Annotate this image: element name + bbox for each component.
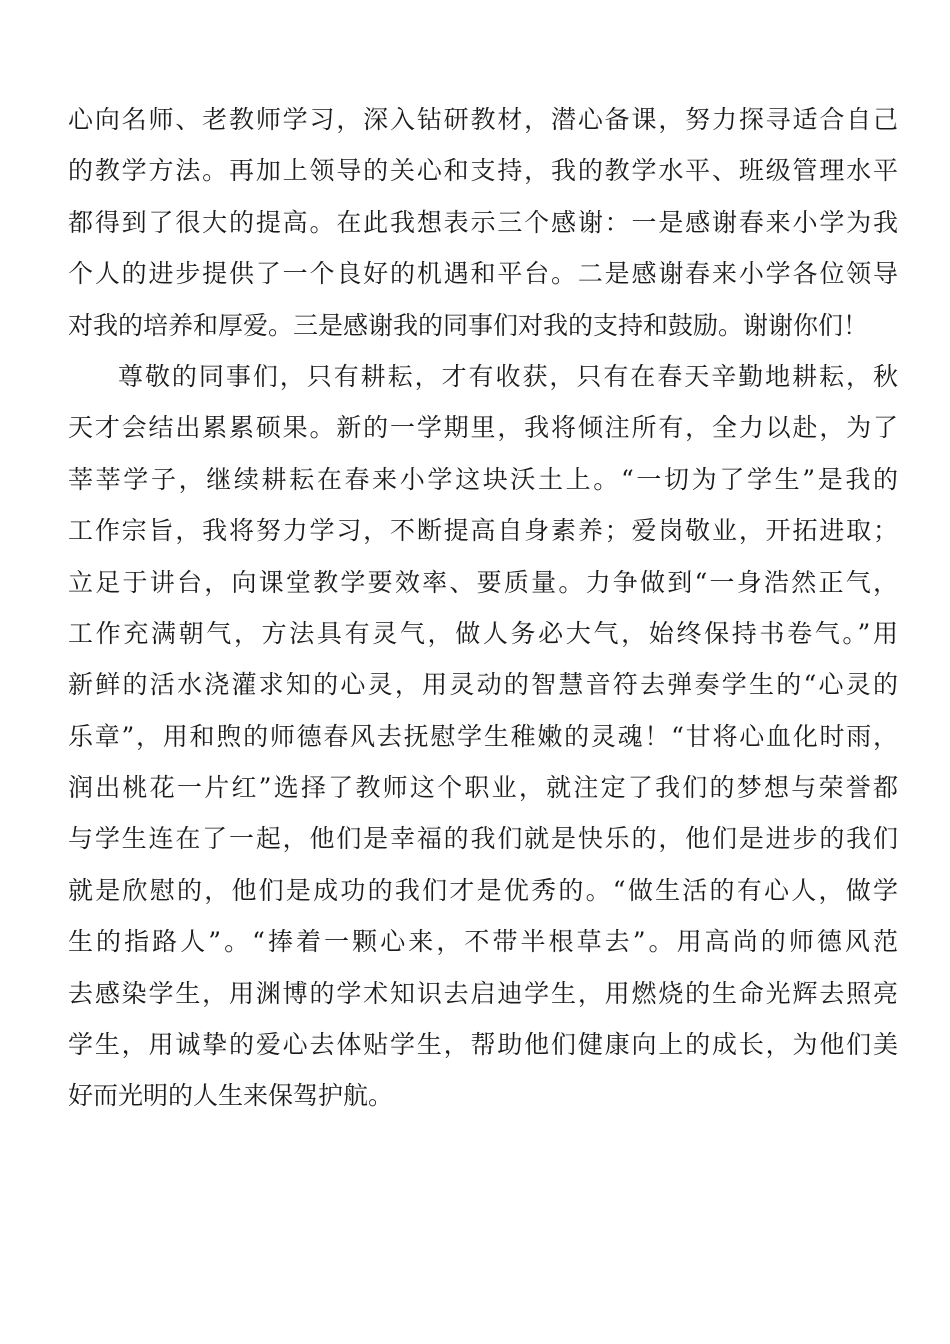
paragraph-2-line-3: 莘莘学子，继续耕耘在春来小学这块沃土上。“一切为了学生”是我的: [68, 464, 898, 494]
paragraph-2-line-5: 立足于讲台，向课堂教学要效率、要质量。力争做到“一身浩然正气，: [68, 567, 898, 597]
document-body: [68, 94, 898, 1122]
paragraph-1-line-1: 心向名师、老教师学习，深入钻研教材，潜心备课，努力探寻适合自己: [68, 105, 898, 134]
paragraph-2-line-10: 与学生连在了一起，他们是幸福的我们就是快乐的，他们是进步的我们: [68, 824, 898, 854]
paragraph-2-line-11: 就是欣慰的，他们是成功的我们才是优秀的。“做生活的有心人，做学: [68, 875, 898, 905]
paragraph-2-line-8: 乐章”，用和煦的师德春风去抚慰学生稚嫩的灵魂！“甘将心血化时雨，: [68, 721, 898, 751]
paragraph-2-line-1: 尊敬的同事们，只有耕耘，才有收获，只有在春天辛勤地耕耘，秋: [118, 361, 898, 391]
paragraph-2-line-12: 生的指路人”。“捧着一颗心来，不带半根草去”。用高尚的师德风范: [68, 927, 898, 957]
paragraph-1-line-5: 对我的培养和厚爱。三是感谢我的同事们对我的支持和鼓励。谢谢你们！: [68, 310, 869, 340]
paragraph-1-line-2: 的教学方法。再加上领导的关心和支持，我的教学水平、班级管理水平: [68, 156, 898, 186]
paragraph-2-line-9: 润出桃花一片红”选择了教师这个职业，就注定了我们的梦想与荣誉都: [68, 773, 898, 803]
paragraph-2-line-7: 新鲜的活水浇灌求知的心灵，用灵动的智慧音符去弹奏学生的“心灵的: [68, 670, 898, 700]
paragraph-2-line-14: 学生，用诚挚的爱心去体贴学生，帮助他们健康向上的成长，为他们美: [68, 1030, 898, 1060]
paragraph-2-line-15: 好而光明的人生来保驾护航。: [68, 1081, 394, 1111]
paragraph-2-line-6: 工作充满朝气，方法具有灵气，做人务必大气，始终保持书卷气。”用: [68, 618, 898, 648]
paragraph-2-line-13: 去感染学生，用渊博的学术知识去启迪学生，用燃烧的生命光辉去照亮: [68, 978, 898, 1008]
paragraph-2-line-4: 工作宗旨，我将努力学习，不断提高自身素养；爱岗敬业，开拓进取；: [68, 516, 898, 546]
paragraph-1-line-4: 个人的进步提供了一个良好的机遇和平台。二是感谢春来小学各位领导: [68, 259, 898, 289]
paragraph-1-line-3: 都得到了很大的提高。在此我想表示三个感谢：一是感谢春来小学为我: [68, 207, 898, 237]
paragraph-2-line-2: 天才会结出累累硕果。新的一学期里，我将倾注所有，全力以赴，为了: [68, 413, 898, 443]
